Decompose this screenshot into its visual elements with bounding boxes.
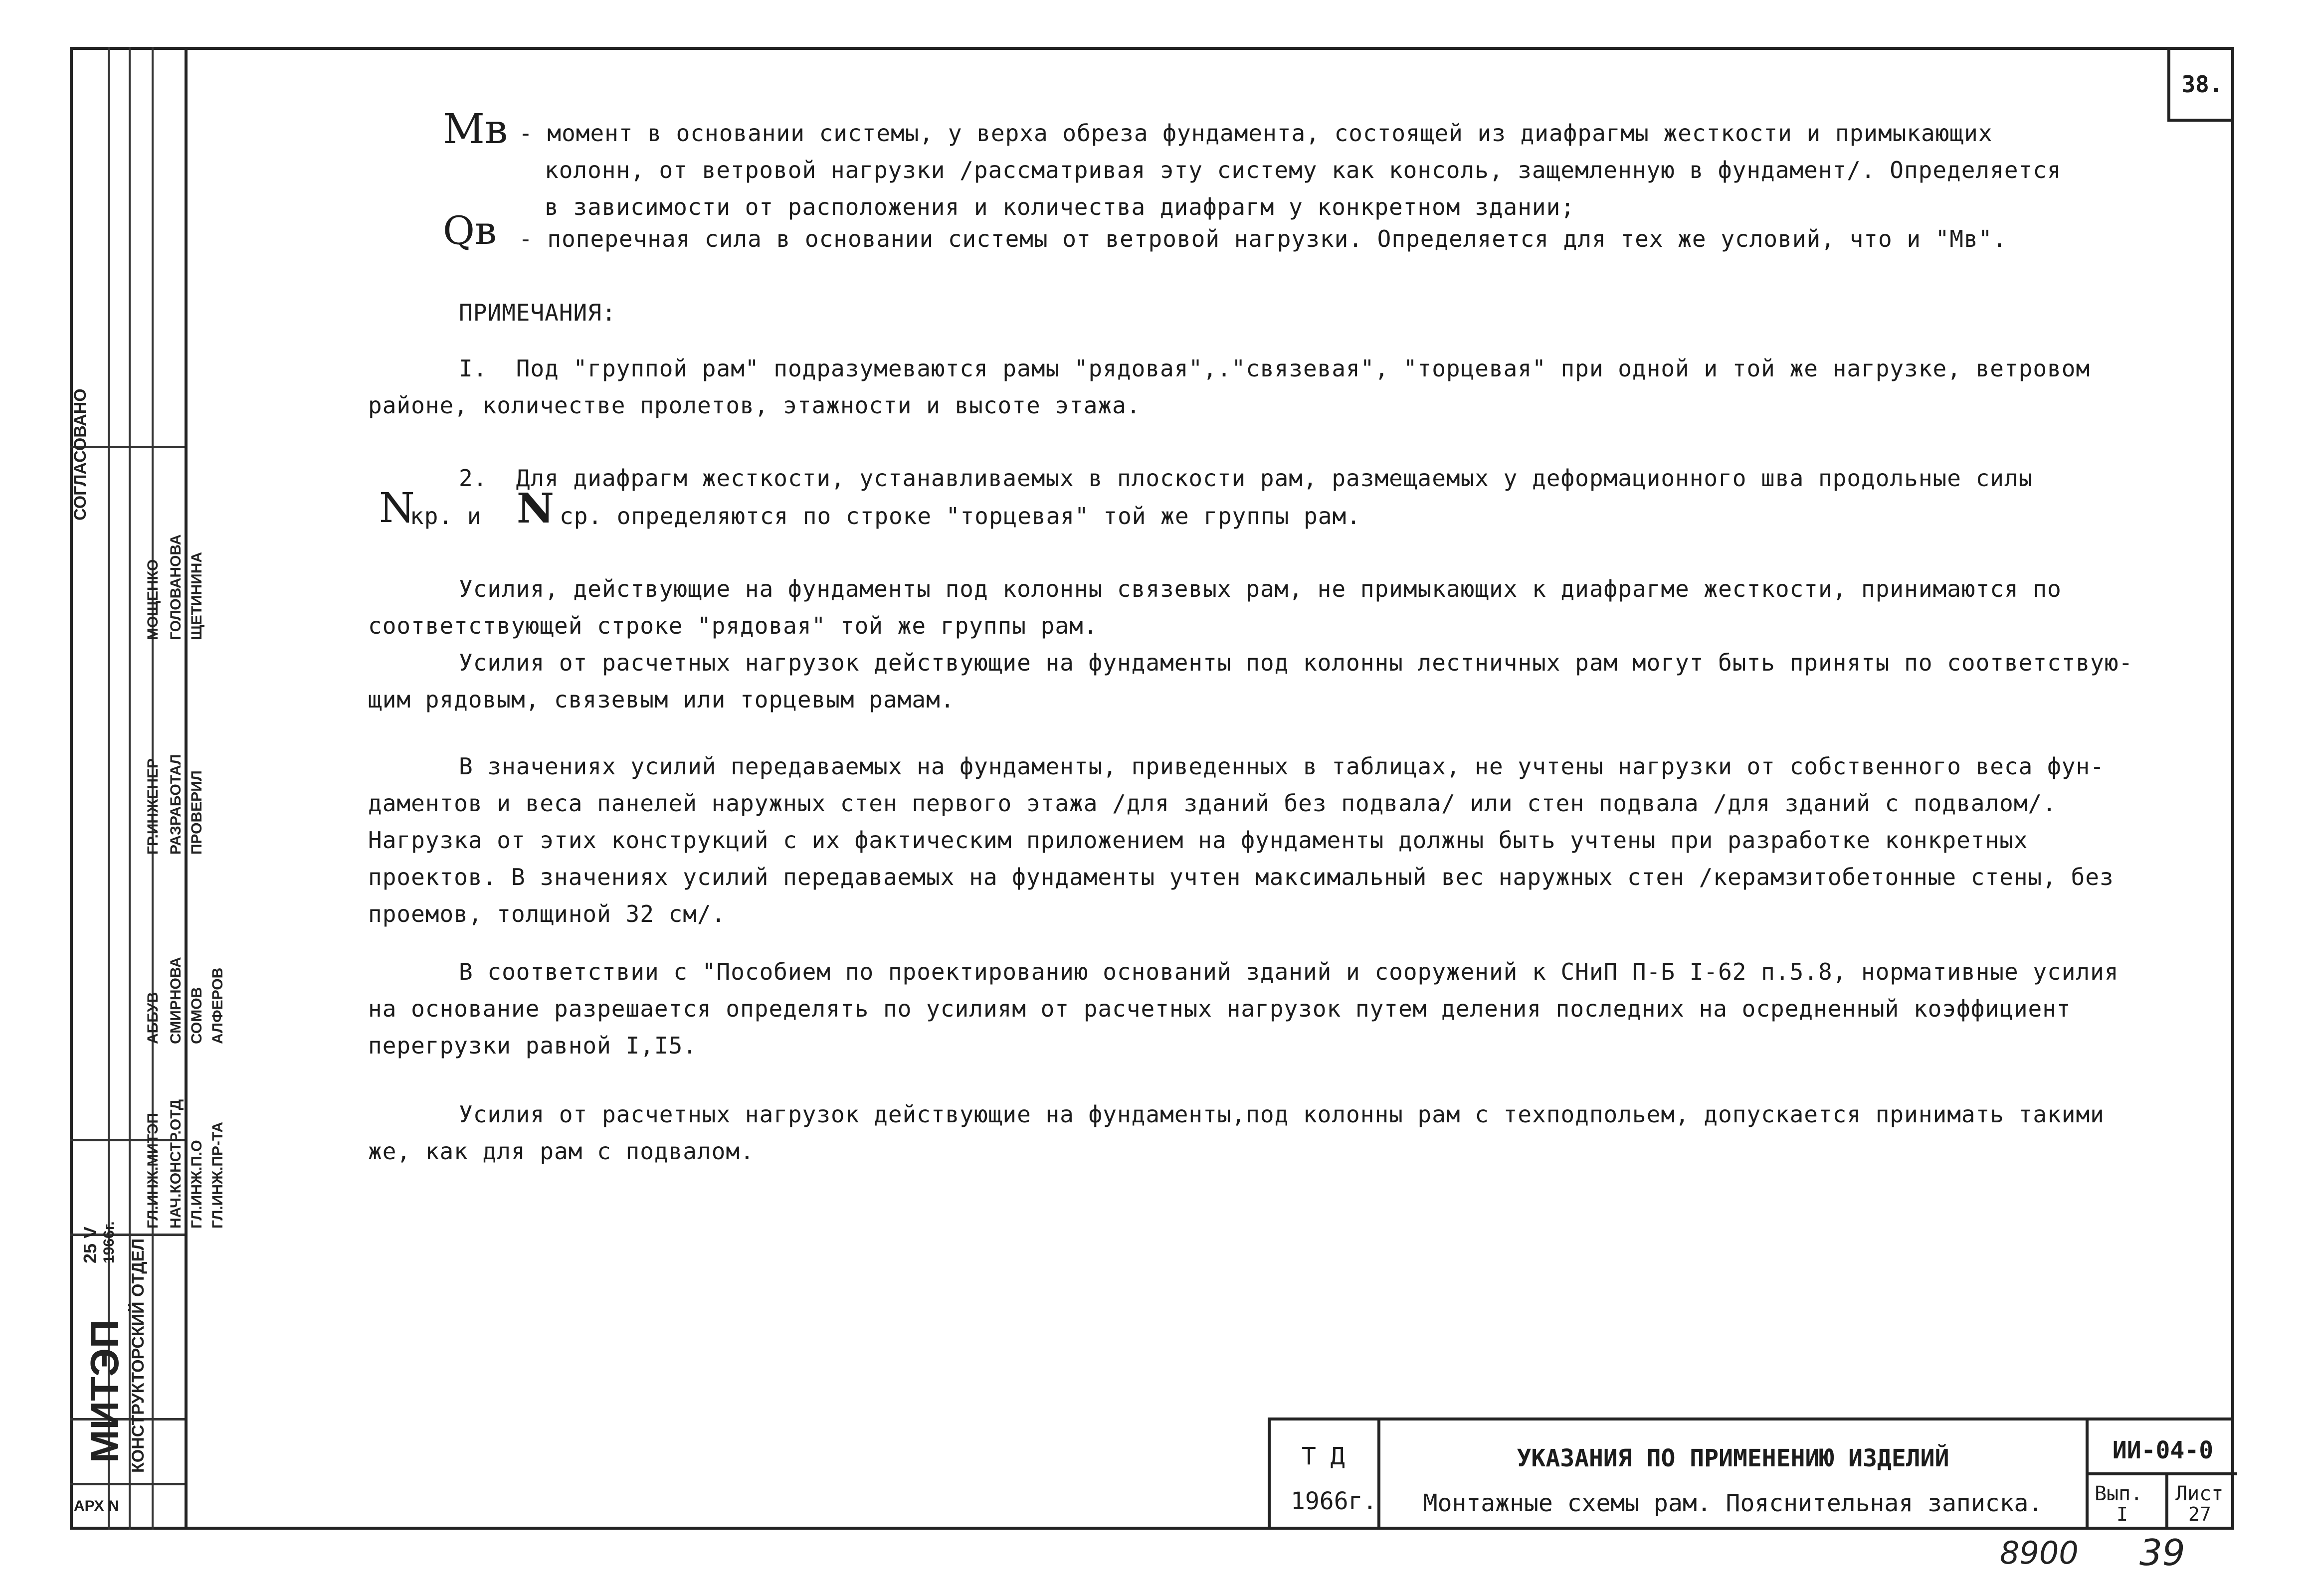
stamp-agreed-name: ЩЕТИНИНА xyxy=(189,551,205,640)
stamp-role: ГЛ.ИНЖ.П.О xyxy=(189,1140,205,1229)
document-title: УКАЗАНИЯ ПО ПРИМЕНЕНИЮ ИЗДЕЛИЙ xyxy=(1517,1444,1949,1472)
issue-label: Вып. xyxy=(2095,1482,2143,1505)
paragraph-line: Усилия от расчетных нагрузок действующие на фундаменты,под колонны рам с техподпольем, допускается принимать такими xyxy=(459,1101,2105,1128)
stamp-role: ГЛ.ИНЖ.ПР-ТА xyxy=(209,1122,226,1229)
stamp-agreed-name: МОЩЕНКО xyxy=(145,559,161,640)
sheet-number: 38. xyxy=(2167,47,2234,122)
series-code: Т Д xyxy=(1302,1442,1345,1470)
note-line: кр. и xyxy=(410,503,482,530)
issue-cell xyxy=(2089,1475,2168,1530)
title-block-code-cell xyxy=(2089,1420,2237,1475)
paragraph-line: Усилия от расчетных нагрузок действующие на фундаменты под колонны лестничных рам могут быть приняты по соответствую- xyxy=(459,649,2133,676)
definition-line: - поперечная сила в основании системы от ветровой нагрузки. Определяется для тех же условий, что и "Mв". xyxy=(519,225,2007,252)
stamp-date: 25 V xyxy=(80,1226,100,1263)
paragraph-line: на основание разрешается определять по усилиям от расчетных нагрузок путем деления последних на осредненный коэффициент xyxy=(368,995,2071,1022)
definition-line: в зависимости от расположения и количества диафрагм у конкретном здании; xyxy=(545,193,1575,220)
document-code: ИИ-04-0 xyxy=(2112,1436,2214,1464)
stamp-name: АЛФЕРОВ xyxy=(209,967,226,1044)
stamp-role: ГЛ.ИНЖ.МИТЭП xyxy=(145,1112,161,1229)
document-subtitle: Монтажные схемы рам. Пояснительная записка. xyxy=(1423,1489,2043,1517)
note-line: районе, количестве пролетов, этажности и высоте этажа. xyxy=(368,392,1141,419)
paragraph-line: Усилия, действующие на фундаменты под колонны связевых рам, не примыкающих к диафрагме жесткости, принимаются по xyxy=(459,575,2062,602)
notes-heading: ПРИМЕЧАНИЯ: xyxy=(459,299,616,326)
paragraph-line: проемов, толщиной 32 см/. xyxy=(368,900,726,927)
paragraph-line: соответствующей строке "рядовая" той же группы рам. xyxy=(368,612,1098,639)
stamp-dept: КОНСТРУКТОРСКИЙ ОТДЕЛ xyxy=(129,1238,148,1473)
paragraph-line: щим рядовым, связевым или торцевым рамам. xyxy=(368,686,955,713)
paragraph-line: проектов. В значениях усилий передаваемых на фундаменты учтен максимальный вес наружных стен /керамзитобетонные стены, без xyxy=(368,864,2114,890)
approval-stamp-strip xyxy=(70,47,226,1530)
stamp-org: МИТЭП xyxy=(82,1319,127,1463)
stamp-agreed-name: ГОЛОВАНОВА xyxy=(168,534,184,640)
stamp-role: ПРОВЕРИЛ xyxy=(189,770,205,855)
stamp-date: 1966г. xyxy=(101,1221,117,1263)
n-symbol: N xyxy=(517,485,554,532)
title-block xyxy=(1268,1418,2234,1530)
stamp-name: СМИРНОВА xyxy=(168,957,184,1044)
paragraph-line: даментов и веса панелей наружных стен первого этажа /для зданий без подвала/ или стен подвала /для зданий с подвалом/. xyxy=(368,790,2057,817)
n-symbol: N xyxy=(379,485,415,532)
paragraph-line: В соответствии с "Пособием по проектированию оснований зданий и сооружений к СНиП П-Б I-62 п.5.8, нормативные усилия xyxy=(459,958,2119,985)
stamp-name: АББУВ xyxy=(145,992,161,1044)
stamp-role: РАЗРАБОТАЛ xyxy=(168,754,184,855)
sheet-label: Лист xyxy=(2175,1482,2224,1505)
stamp-divider xyxy=(108,47,110,1530)
sheet-cell xyxy=(2168,1475,2237,1530)
definition-line: - момент в основании системы, у верха обреза фундамента, состоящей из диафрагмы жесткости и примыкающих xyxy=(519,120,1993,147)
note-line: 2. Для диафрагм жесткости, устанавливаемых в плоскости рам, размещаемых у деформационного шва продольные силы xyxy=(459,465,2033,492)
paragraph-line: перегрузки равной I,I5. xyxy=(368,1032,697,1059)
note-line: ср. определяются по строке "торцевая" той же группы рам. xyxy=(560,503,1361,530)
qv-symbol: Qв xyxy=(443,208,497,253)
stamp-archive: АРХ N xyxy=(74,1498,119,1514)
note-line: I. Под "группой рам" подразумеваются рамы "рядовая",."связевая", "торцевая" при одной и той же нагрузке, ветровом xyxy=(459,355,2091,382)
handwritten-archive-number: 8900 xyxy=(2000,1535,2079,1571)
title-block-title-cell xyxy=(1380,1420,2089,1530)
sheet-value: 27 xyxy=(2188,1503,2211,1525)
stamp-role: ГР.ИНЖЕНЕР xyxy=(145,758,161,855)
paragraph-line: Нагрузка от этих конструкций с их фактическим приложением на фундаменты должны быть учтены при разработке конкретных xyxy=(368,827,2028,854)
mv-symbol: Mв xyxy=(443,106,508,153)
stamp-role: НАЧ.КОНСТР.ОТД xyxy=(168,1099,184,1229)
issue-value: I xyxy=(2117,1503,2128,1525)
paragraph-line: В значениях усилий передаваемых на фундаменты, приведенных в таблицах, не учтены нагрузки от собственного веса фун- xyxy=(459,753,2105,780)
stamp-divider xyxy=(70,1483,185,1485)
title-block-series-cell xyxy=(1271,1420,1380,1530)
definition-line: колонн, от ветровой нагрузки /рассматривая эту систему как консоль, защемленную в фундамент/. Определяется xyxy=(545,157,2062,183)
series-year: 1966г. xyxy=(1291,1487,1377,1515)
stamp-name: СОМОВ xyxy=(189,987,205,1044)
handwritten-page-number: 39 xyxy=(2139,1532,2185,1574)
paragraph-line: же, как для рам с подвалом. xyxy=(368,1138,755,1165)
stamp-agreed-label: СОГЛАСОВАНО xyxy=(71,388,90,521)
